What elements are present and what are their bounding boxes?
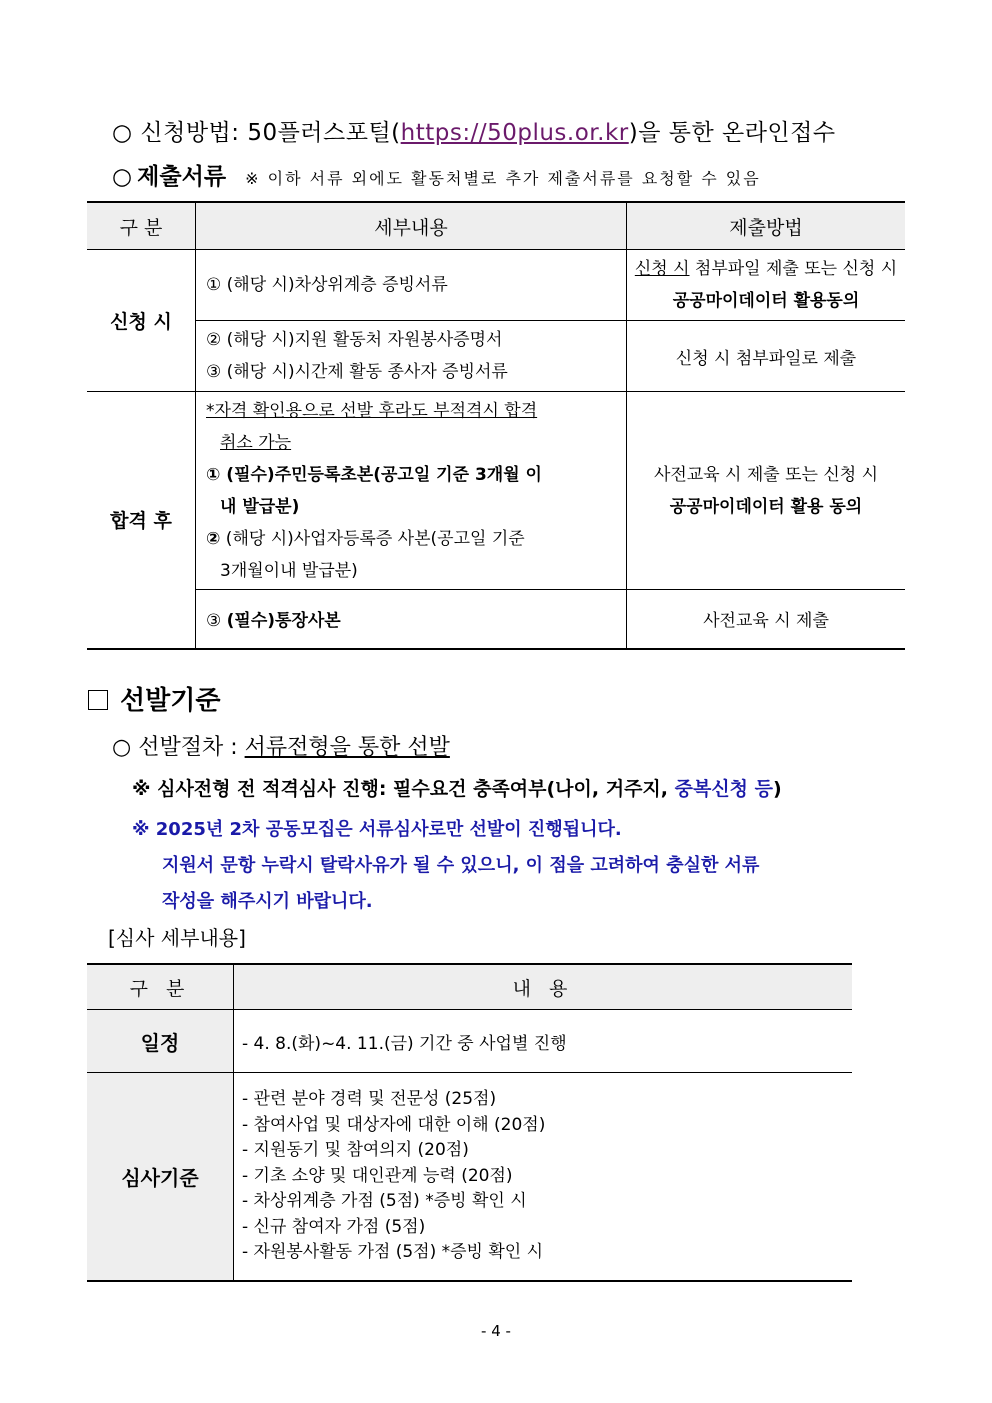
detail-item: ① (해당 시)차상위계층 증빙서류 [206,275,448,295]
criteria-item: - 지원동기 및 참여의지 (20점) [242,1140,469,1160]
procedure-line [112,730,450,761]
detail-cell [196,590,627,649]
apply-method-bullet: ○ [112,120,133,146]
table-row [87,321,905,392]
method-bold: 공공마이데이터 활용 동의 [669,496,863,517]
section-title-text: 선발기준 [120,686,221,716]
detail-item: 내 발급분) [220,496,300,517]
criteria-item: - 차상위계층 가점 (5점) *증빙 확인 시 [242,1191,527,1211]
method-cell: 신청 시 첨부파일로 제출 [627,321,906,392]
eligibility-note [132,774,782,801]
detail-item: ② (해당 시)지원 활동처 자원봉사증명서 [206,330,503,350]
table-row [87,250,905,321]
method-cell [627,250,906,321]
documents-bullet: ○ [112,164,133,190]
documents-label: 제출서류 [137,164,227,190]
method-bold: 공공마이데이터 활용동의 [672,291,860,311]
schedule-value: - 4. 8.(화)~4. 11.(금) 기간 중 사업별 진행 [234,1010,853,1073]
table-row [87,392,905,590]
method-text: 첨부파일 제출 또는 신청 시 [689,259,898,279]
criteria-item: - 관련 분야 경력 및 전문성 (25점) [242,1089,497,1109]
method-cell [627,392,906,590]
detail-cell [196,392,627,590]
square-bullet-icon [88,690,108,710]
detail-cell [196,250,627,321]
category-on-apply: 신청 시 [87,250,196,392]
header-method: 제출방법 [627,202,906,250]
header-details: 세부내용 [196,202,627,250]
page-number: - 4 - [481,1322,511,1340]
criteria-item: - 기초 소양 및 대인관계 능력 (20점) [242,1165,513,1186]
criteria-item: - 자원봉사활동 가점 (5점) *증빙 확인 시 [242,1242,544,1262]
item-number: ② [206,528,221,549]
detail-item: (필수)통장사본 [226,611,341,632]
note-highlight: 중복신청 등 [674,778,773,800]
criteria-item: - 신규 참여자 가점 (5점) [242,1216,426,1237]
detail-cell [196,321,627,392]
documents-line [112,158,761,191]
detail-item: (해당 시)사업자등록증 사본(공고일 기준 [220,528,525,549]
procedure-label: ○ 선발절차 : [112,735,245,760]
warning-line: *자격 확인용으로 선발 후라도 부적격시 합격 [206,400,538,421]
documents-note: ※ 이하 서류 외에도 활동처별로 추가 제출서류를 요청할 수 있음 [245,169,761,188]
method-underlined: 신청 시 [634,259,690,279]
warning-line: 취소 가능 [220,432,292,453]
criteria-list [234,1073,853,1281]
apply-method-suffix: )을 통한 온라인접수 [628,120,836,146]
notice-line: 작성을 해주시기 바랍니다. [162,891,373,912]
method-cell: 사전교육 시 제출 [627,590,906,649]
criteria-item: - 참여사업 및 대상자에 대한 이해 (20점) [242,1114,546,1135]
apply-method-line [112,114,836,147]
procedure-value: 서류전형을 통한 선발 [244,735,450,760]
section-title [88,680,220,717]
note-text: ※ 심사전형 전 적격심사 진행: 필수요건 충족여부(나이, 거주지, [132,778,675,800]
documents-table [87,201,905,650]
header-category: 구 분 [87,964,234,1010]
detail-item: ① (필수)주민등록초본(공고일 기준 3개월 이 [206,464,542,485]
portal-link[interactable]: https://50plus.or.kr [400,120,629,146]
notice-line: 지원서 문항 누락시 탈락사유가 될 수 있으니, 이 점을 고려하여 충실한 서류 [162,855,760,876]
header-category: 구 분 [87,202,196,250]
header-content: 내 용 [234,964,853,1010]
review-subtitle: [심사 세부내용] [108,926,246,950]
apply-method-label: 신청방법: 50플러스포털( [140,120,401,146]
criteria-label: 심사기준 [87,1073,234,1281]
table-row [87,1010,852,1073]
review-table [87,963,852,1282]
detail-item: 3개월이내 발급분) [220,560,358,581]
table-row [87,590,905,649]
note-text: ) [773,778,782,800]
notice-line: ※ 2025년 2차 공동모집은 서류심사로만 선발이 진행됩니다. [132,819,622,840]
schedule-label: 일정 [87,1010,234,1073]
document-review-notice [132,812,759,920]
item-number: ③ [206,611,222,632]
detail-item: ③ (해당 시)시간제 활동 종사자 증빙서류 [206,362,508,382]
table-row [87,1073,852,1281]
category-after-pass: 합격 후 [87,392,196,649]
method-text: 사전교육 시 제출 또는 신청 시 [653,464,879,485]
